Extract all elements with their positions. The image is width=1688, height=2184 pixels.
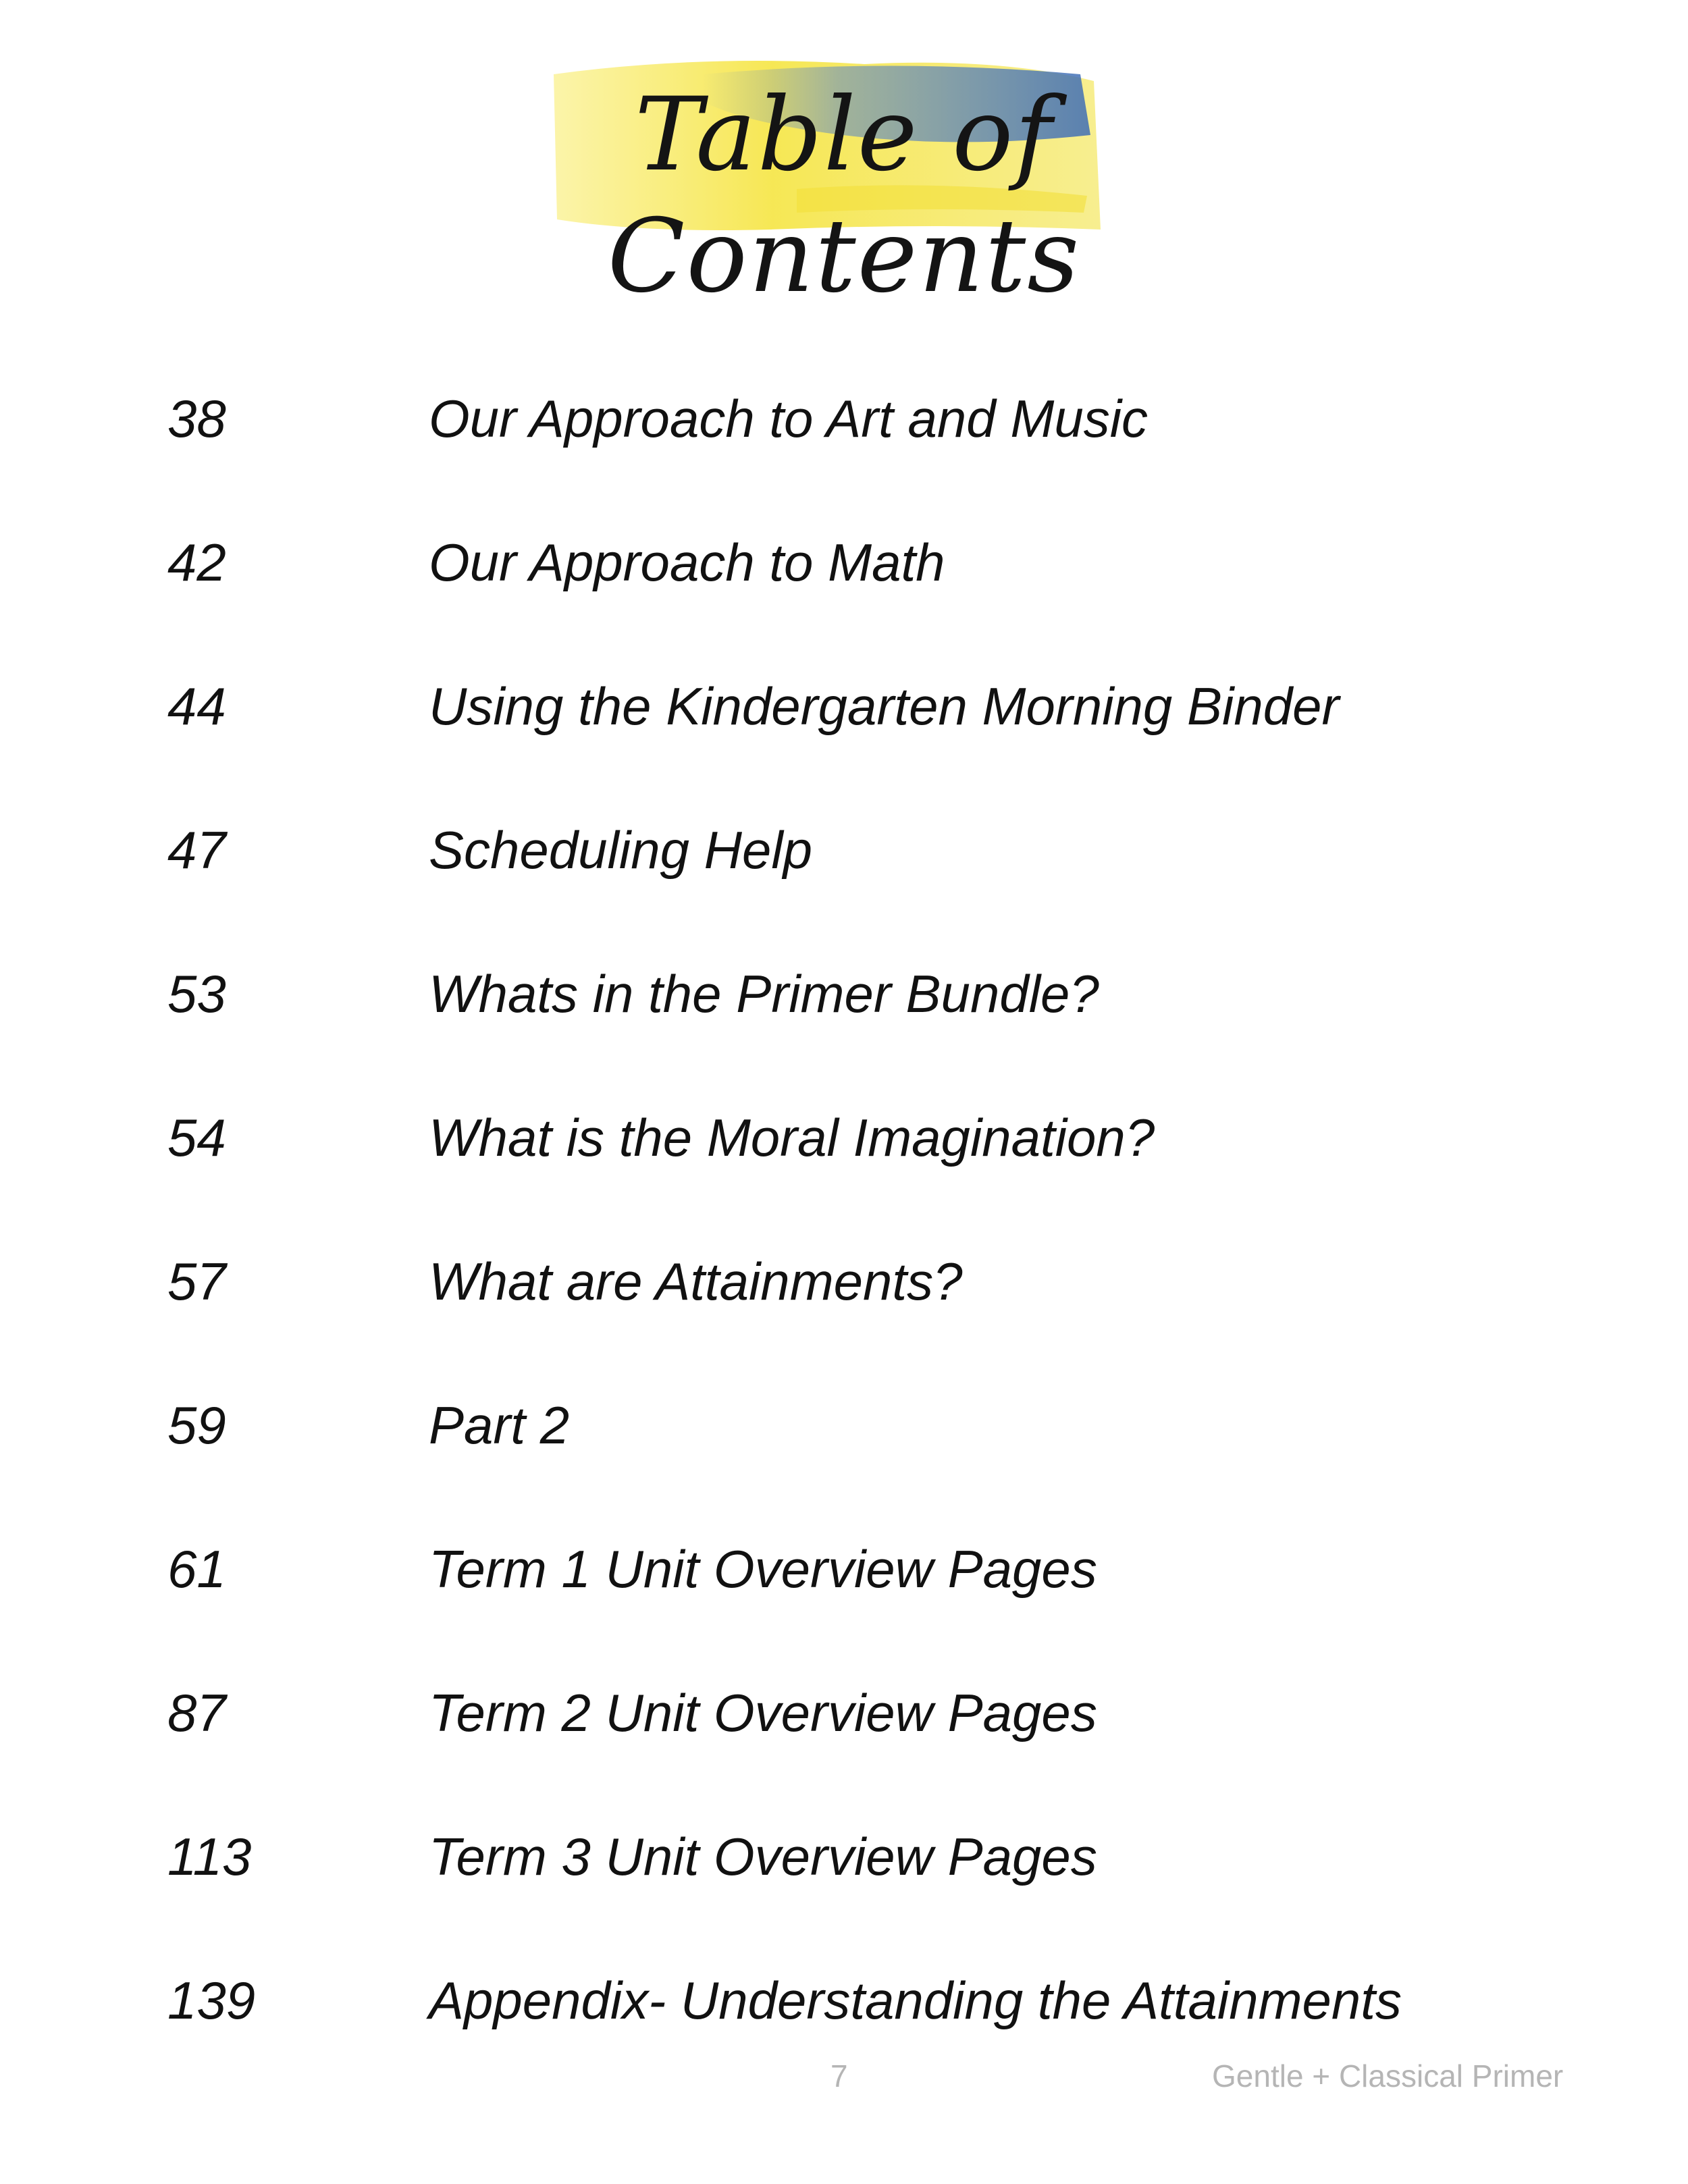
toc-entry-title: Term 1 Unit Overview Pages (429, 1539, 1097, 1599)
title-banner (419, 27, 1269, 315)
toc-entry-title: Scheduling Help (429, 820, 813, 880)
toc-entry[interactable] (0, 960, 1688, 1104)
toc-entry[interactable] (0, 1104, 1688, 1248)
toc-page-number: 61 (167, 1539, 226, 1599)
toc-entry-title: Our Approach to Art and Music (429, 389, 1149, 448)
toc-page-number: 47 (167, 820, 226, 880)
toc-entry[interactable] (0, 385, 1688, 529)
toc-entry-title: Term 3 Unit Overview Pages (429, 1827, 1097, 1886)
toc-entry[interactable] (0, 1391, 1688, 1535)
toc-entry[interactable] (0, 1679, 1688, 1823)
toc-entry-title: Using the Kindergarten Morning Binder (429, 676, 1340, 736)
toc-entry[interactable] (0, 672, 1688, 816)
toc-entry[interactable] (0, 1823, 1688, 1967)
toc-page-number: 44 (167, 676, 226, 736)
page-title: Table of Contents (607, 76, 1081, 315)
toc-entry-title: What is the Moral Imagination? (429, 1108, 1155, 1167)
toc-entry[interactable] (0, 529, 1688, 672)
toc-page-number: 139 (167, 1971, 256, 2030)
toc-page-number: 42 (167, 533, 226, 592)
toc-entry[interactable] (0, 1248, 1688, 1391)
toc-entry-title: What are Attainments? (429, 1252, 963, 1311)
toc-entry-title: Our Approach to Math (429, 533, 945, 592)
toc-page-number: 38 (167, 389, 226, 448)
toc-page-number: 57 (167, 1252, 226, 1311)
footer-page-number: 7 (830, 2058, 848, 2094)
toc-page-number: 113 (167, 1827, 252, 1886)
toc-page-number: 54 (167, 1108, 226, 1167)
toc-page-number: 59 (167, 1395, 226, 1455)
toc-entry-title: Appendix- Understanding the Attainments (429, 1971, 1402, 2030)
toc-entry[interactable] (0, 1535, 1688, 1679)
table-of-contents (0, 385, 1688, 2110)
toc-entry[interactable] (0, 816, 1688, 960)
footer-brand: Gentle + Classical Primer (1212, 2058, 1564, 2094)
toc-entry-title: Term 2 Unit Overview Pages (429, 1683, 1097, 1742)
toc-page-number: 53 (167, 964, 226, 1023)
toc-page-number: 87 (167, 1683, 226, 1742)
toc-entry-title: Whats in the Primer Bundle? (429, 964, 1099, 1023)
toc-entry-title: Part 2 (429, 1395, 570, 1455)
